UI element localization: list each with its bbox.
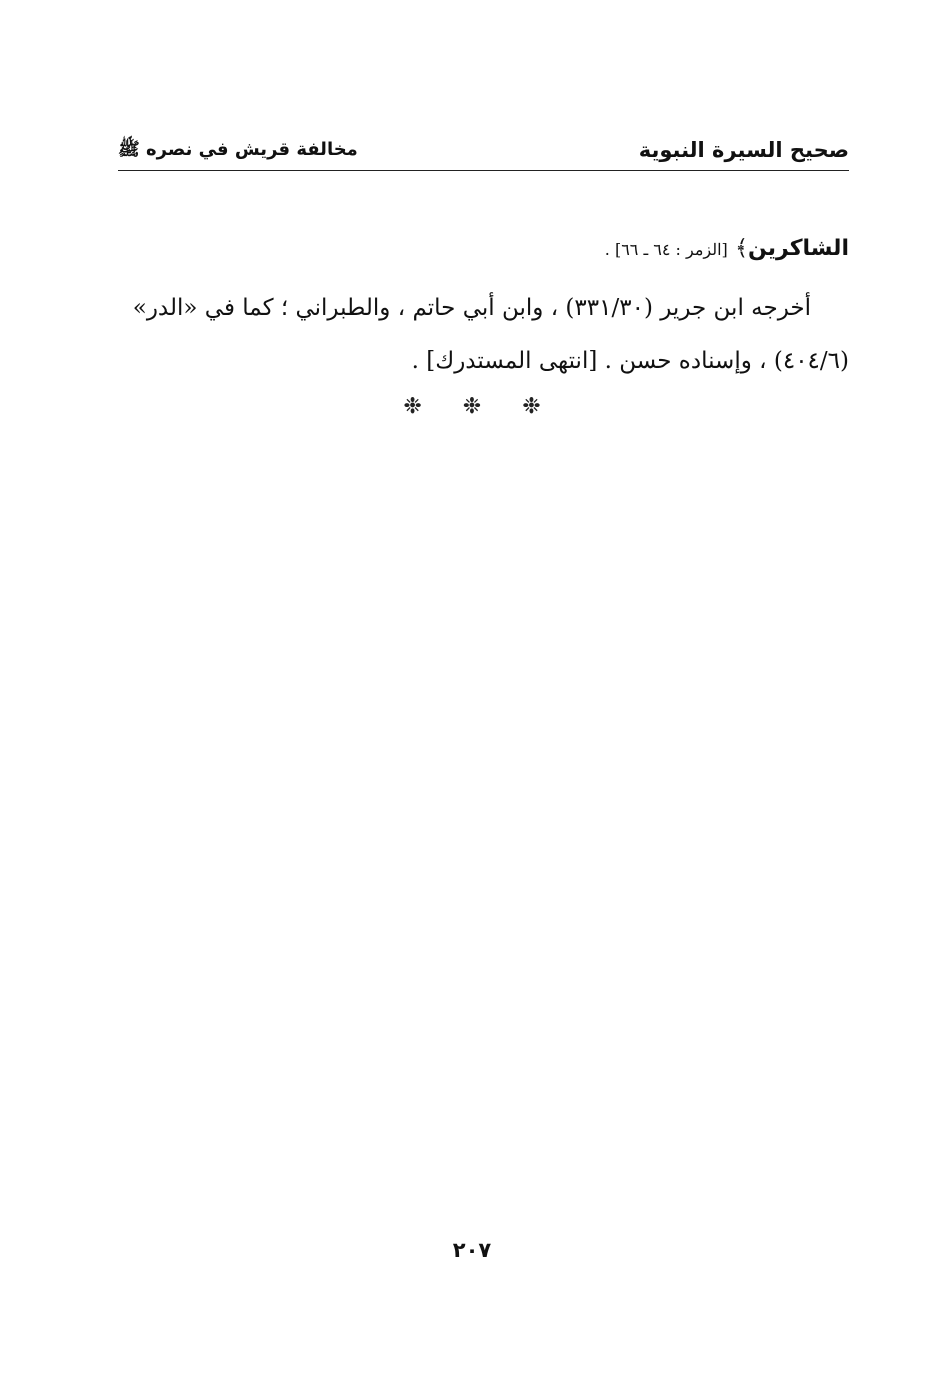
section-separator (0, 394, 944, 419)
asterism-icon: ❉ (522, 394, 541, 419)
chapter-title: مخالفة قريش في نصره ﷺ (118, 139, 358, 160)
page-body (112, 222, 849, 388)
paragraph-line-text: (٤٠٤/٦) ، وإسناده حسن . [انتهى المستدرك] . (411, 348, 849, 374)
running-header (118, 136, 849, 170)
verse-last-word: الشاكرين (748, 236, 849, 261)
verse-reference: [الزمر : ٦٤ ـ ٦٦] . (604, 240, 728, 259)
asterism-icon: ❉ (403, 394, 422, 419)
paragraph-line (112, 282, 849, 335)
header-divider (118, 170, 849, 171)
paragraph-line (112, 335, 849, 388)
verse-end-line (112, 222, 849, 276)
book-title: صحيح السيرة النبوية (638, 138, 849, 162)
ornate-closing-bracket: ﴾ (735, 236, 748, 261)
page-number: ٢٠٧ (452, 1238, 492, 1262)
paragraph-line-text: أخرجه ابن جرير (٣٣١/٣٠) ، وابن أبي حاتم ، والطبراني ؛ كما في «الدر» (132, 295, 811, 321)
asterism-icon: ❉ (462, 394, 482, 419)
